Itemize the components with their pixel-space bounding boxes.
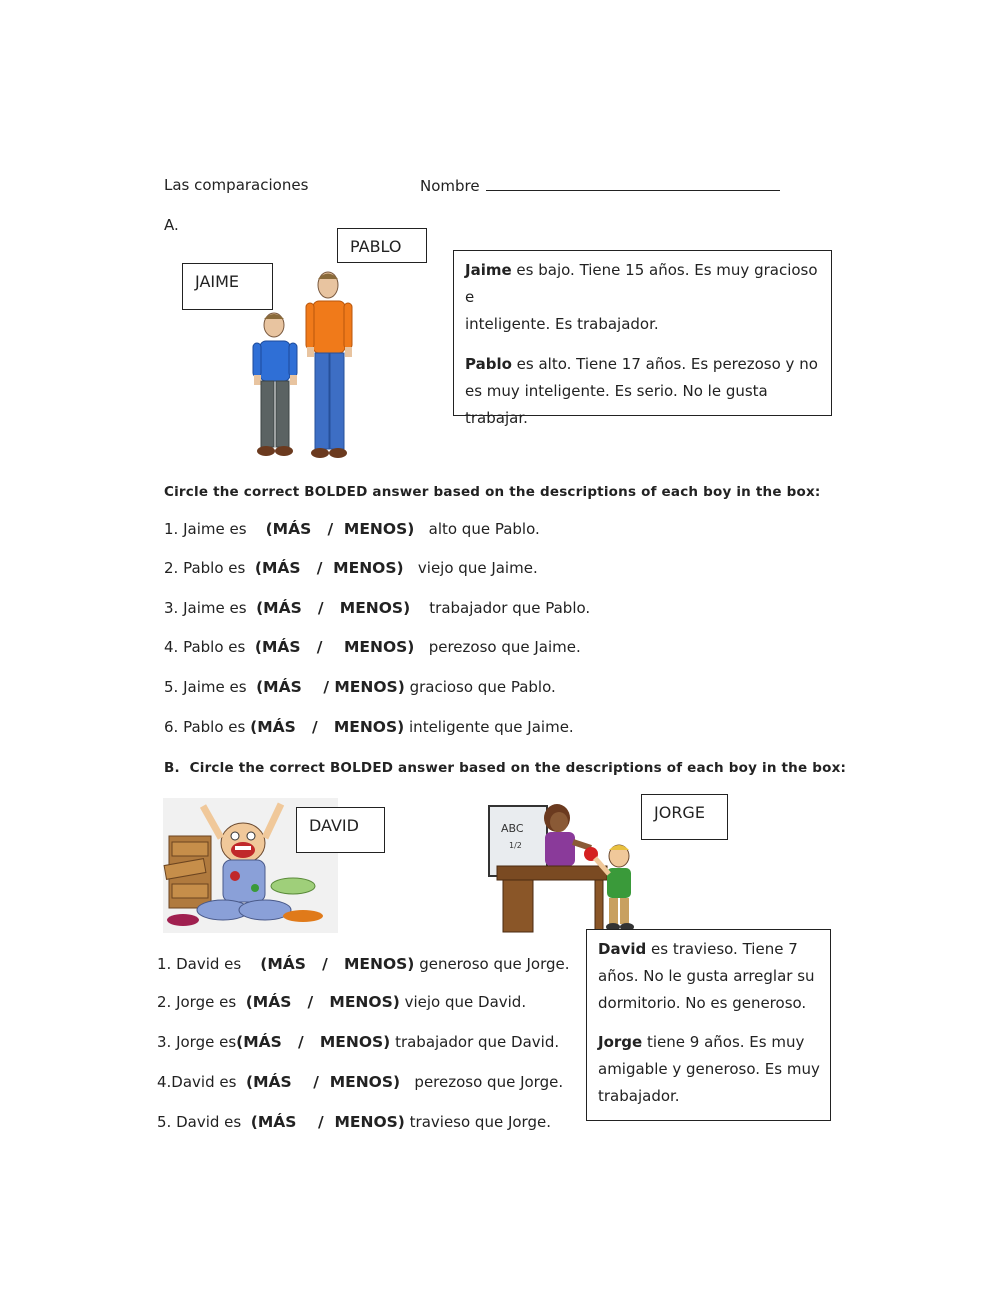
question-b4[interactable]: 4.David es (MÁS / MENOS) perezoso que Jorge.: [157, 1073, 564, 1091]
svg-text:ABC: ABC: [501, 822, 524, 835]
svg-text:1/2: 1/2: [509, 841, 522, 850]
worksheet-title: Las comparaciones: [164, 176, 309, 194]
name-label: Nombre: [420, 177, 480, 195]
jaime-description: Jaime es bajo. Tiene 15 años. Es muy gracioso e: [465, 261, 818, 306]
jorge-name-box: JORGE: [641, 794, 728, 840]
question-a1[interactable]: 1. Jaime es (MÁS / MENOS) alto que Pablo.: [164, 520, 540, 538]
question-b1[interactable]: 1. David es (MÁS / MENOS) generoso que Jorge.: [157, 955, 570, 973]
david-name-box: DAVID: [296, 807, 385, 853]
jorge-description: Jorge tiene 9 años. Es muy: [598, 1033, 805, 1051]
name-blank-line[interactable]: [486, 176, 780, 191]
question-a4[interactable]: 4. Pablo es (MÁS / MENOS) perezoso que Jaime.: [164, 638, 581, 656]
section-a-label: A.: [164, 216, 179, 234]
name-field[interactable]: [420, 176, 780, 195]
question-b2[interactable]: 2. Jorge es (MÁS / MENOS) viejo que David.: [157, 993, 527, 1011]
jaime-name-box: JAIME: [182, 263, 273, 310]
dresser-icon: [164, 836, 211, 908]
question-b3[interactable]: 3. Jorge es(MÁS / MENOS) trabajador que David.: [157, 1033, 560, 1051]
david-jorge-description-box: David es travieso. Tiene 7 años. No le gusta arreglar su dormitorio. No es generoso. Jorge tiene 9 años. Es muy amigable y generoso. Es muy trabajador.: [586, 929, 831, 1121]
pablo-figure-icon: [306, 272, 352, 458]
desk-icon: [497, 866, 607, 932]
two-boys-illustration: [240, 265, 370, 460]
jaime-pablo-description-box: Jaime es bajo. Tiene 15 años. Es muy gracioso e inteligente. Es trabajador. Pablo es alto. Tiene 17 años. Es perezoso y no es muy inteligente. Es serio. No le gusta trabajar.: [453, 250, 832, 416]
question-a5[interactable]: 5. Jaime es (MÁS / MENOS) gracioso que Pablo.: [164, 678, 556, 696]
question-b5[interactable]: 5. David es (MÁS / MENOS) travieso que Jorge.: [157, 1113, 551, 1131]
question-a3[interactable]: 3. Jaime es (MÁS / MENOS) trabajador que Pablo.: [164, 599, 591, 617]
question-a6[interactable]: 6. Pablo es (MÁS / MENOS) inteligente que Jaime.: [164, 718, 574, 736]
jaime-figure-icon: [253, 313, 297, 456]
question-a2[interactable]: 2. Pablo es (MÁS / MENOS) viejo que Jaime.: [164, 559, 538, 577]
pablo-description: Pablo es alto. Tiene 17 años. Es perezoso y no: [465, 355, 818, 373]
section-b-instruction: B. Circle the correct BOLDED answer based on the descriptions of each boy in the box:: [164, 760, 847, 776]
teacher-figure-icon: [544, 804, 591, 866]
pablo-name-box: PABLO: [337, 228, 427, 263]
section-a-instruction: Circle the correct BOLDED answer based on the descriptions of each boy in the box:: [164, 484, 821, 500]
jorge-teacher-illustration: [487, 800, 647, 935]
david-description: David es travieso. Tiene 7: [598, 940, 798, 958]
